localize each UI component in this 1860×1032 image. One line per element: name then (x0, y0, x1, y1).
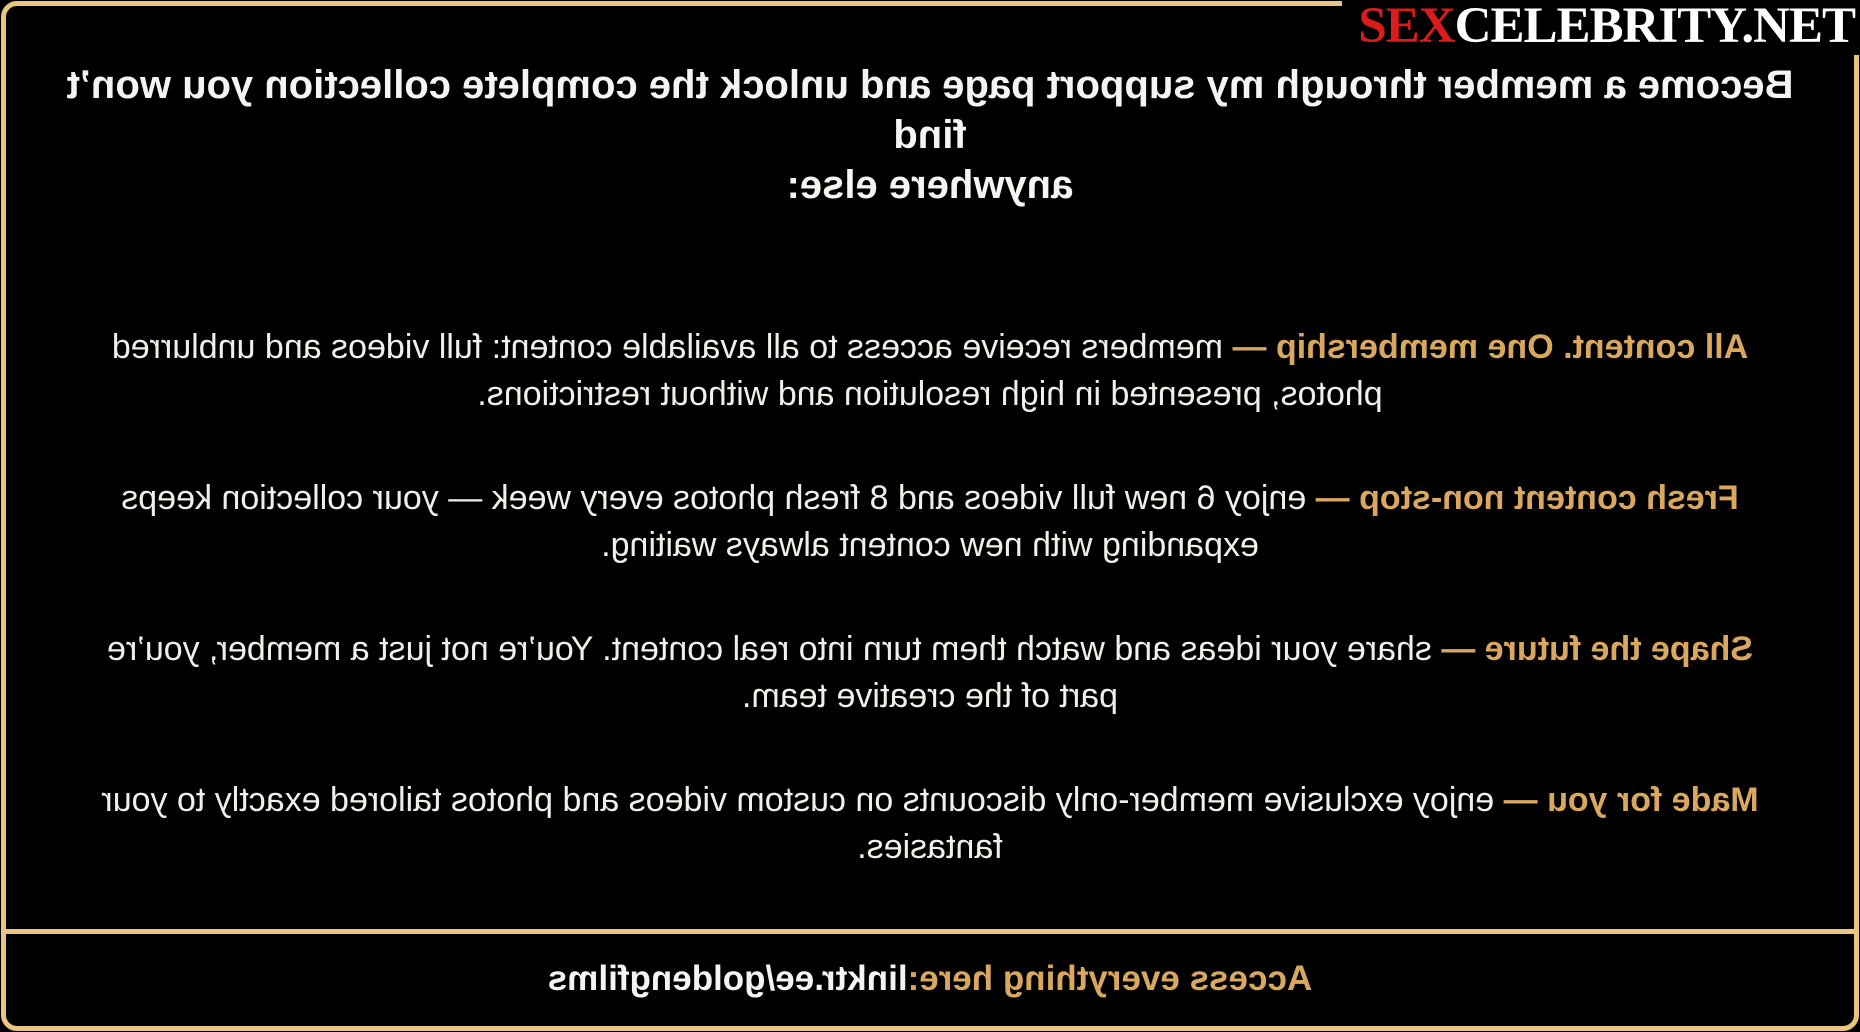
watermark (1342, 0, 1860, 55)
footer-label: Access everything here: (907, 959, 1313, 998)
footer-bar (10, 934, 1850, 1024)
watermark-suffix: CELEBRITY.NET (1454, 0, 1855, 54)
headline-line-1: Become a member through my support page and unlock the complete collection you won’t find (66, 63, 1794, 157)
bullet-made-for-you-lead: Made for you — (1503, 781, 1759, 819)
benefit-list (30, 324, 1830, 871)
bullet-all-content-body: members receive access to all available content: full videos and unblurred photos, presented in high resolution and without restrictions. (111, 328, 1383, 413)
bullet-fresh-content-lead: Fresh content non-stop — (1315, 479, 1739, 517)
linktree-link: linktr.ee/goldengfilms (547, 959, 908, 998)
bullet-made-for-you (75, 777, 1785, 871)
bullet-shape-future-body: share your ideas and watch them turn into real content. You’re not just a member, you’re part of the creative team. (106, 630, 1442, 715)
bullet-fresh-content (75, 475, 1785, 569)
watermark-prefix: SEX (1358, 0, 1455, 54)
bullet-shape-future (75, 626, 1785, 720)
bullet-all-content-lead: All content. One membership — (1232, 328, 1749, 366)
bullet-fresh-content-body: enjoy 6 new full videos and 8 fresh photos every week — your collection keeps expanding with new content always waiting. (121, 479, 1316, 564)
headline-line-2: anywhere else: (786, 163, 1074, 207)
bullet-shape-future-lead: Shape the future — (1441, 630, 1754, 668)
promo-content (30, 8, 1830, 928)
bullet-all-content (75, 324, 1785, 418)
bullet-made-for-you-body: enjoy exclusive member-only discounts on custom videos and photos tailored exactly to your fantasies. (101, 781, 1504, 866)
headline (50, 60, 1810, 210)
